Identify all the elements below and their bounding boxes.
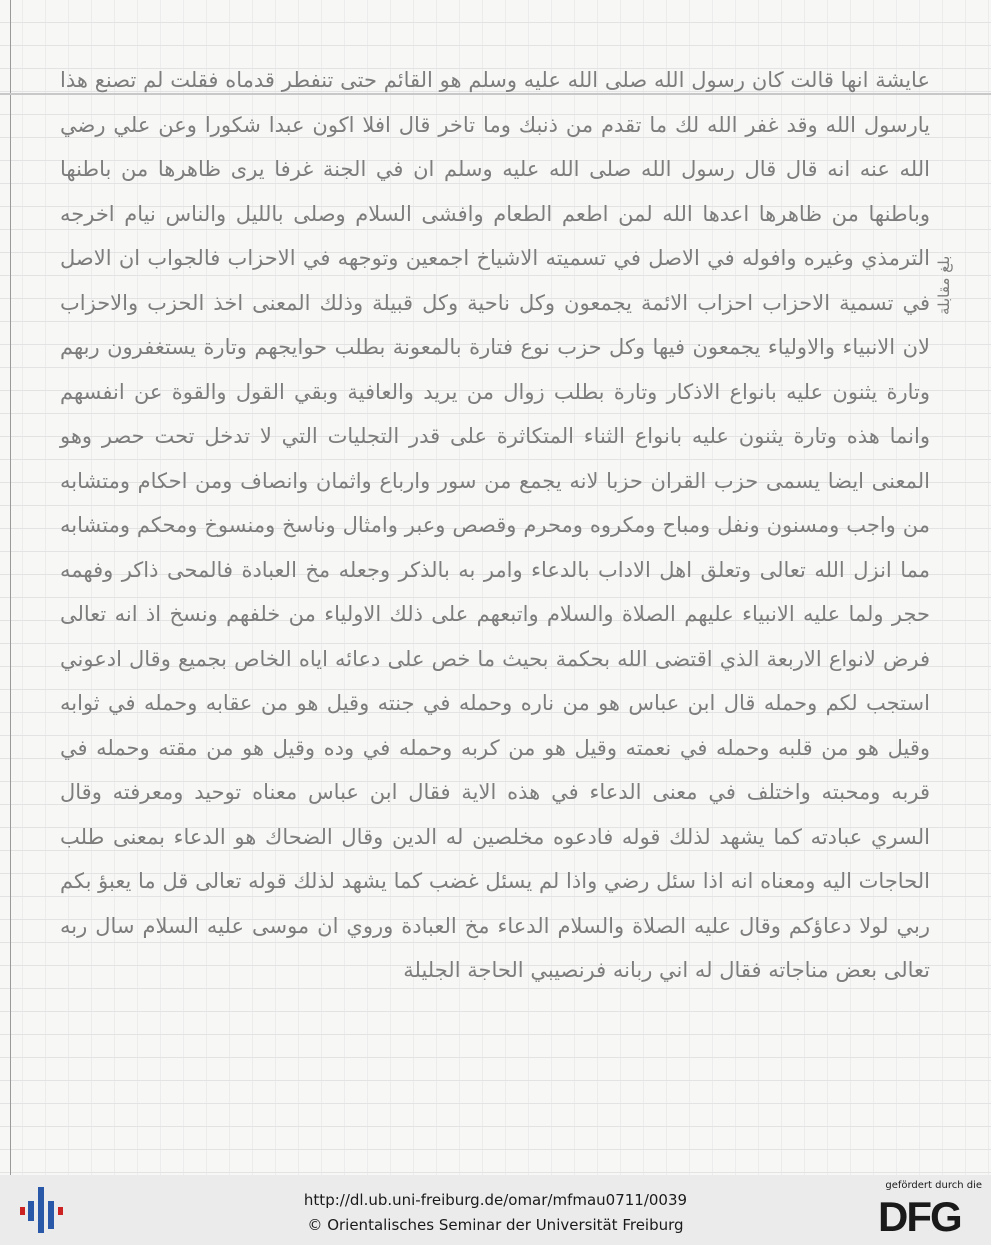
margin-note: بلغ مقابلة bbox=[935, 255, 953, 315]
footer-bar bbox=[0, 1175, 991, 1245]
dfg-caption: gefördert durch die bbox=[885, 1180, 982, 1191]
dfg-logo-text: DFG bbox=[878, 1193, 961, 1237]
copyright-text: © Orientalisches Seminar der Universität Freiburg bbox=[307, 1216, 684, 1234]
manuscript-text: عايشة انها قالت كان رسول الله صلى الله عليه وسلم هو القائم حتى تنفطر قدماه فقلت لم تصنع هذا يارسول الله وقد غفر الله لك ما تقدم من ذنبك وما تاخر قال افلا اكون عبدا شكورا وعن علي رضي الله عنه انه قال قال رسول الله صلى الله عليه وسلم ان في الجنة غرفا يرى ظاهرها من باطنها وباطنها من ظاهرها اعدها الله لمن اطعم الطعام وافشى السلام وصلى بالليل والناس نيام اخرجه الترمذي وغيره وافوله في الاصل في تسميته الاشياخ اجمعين وتوجهه في الاحزاب فالجواب ان الاصل في تسمية الاحزاب احزاب الائمة يجمعون وكل ناحية وكل قبيلة وذلك المعنى اخذ الحزب والاحزاب لان الانبياء والاولياء يجمعون فيها وكل حزب نوع فتارة بالمعونة بطلب حوايجهم وتارة يستغفرون ربهم وتارة يثنون عليه بانواع الاذكار وتارة بطلب زوال من يريد والعافية وبقي القول والقوة عن انفسهم وانما هذه وتارة يثنون عليه بانواع الثناء المتكاثرة على قدر التجليات التي لا تدخل تحت حصر وهو المعنى ايضا يسمى حزب القران حزبا لانه يجمع من سور وارباع واثمان وانصاف ومن احكام ومتشابه من واجب ومسنون ونفل ومباح ومكروه ومحرم وقصص وعبر وامثال وناسخ ومنسوخ ومحكم ومتشابه مما انزل الله تعالى وتعلق اهل الاداب بالدعاء وامر به بالذكر وجعله مخ العبادة فالمحى ذاكر وفهمه حجر ولما عليه الانبياء عليهم الصلاة والسلام واتبعهم على ذلك الاولياء من خلفهم ونسخ اذ انه تعالى فرض لانواع الاربعة الذي اقتضى الله بحكمة بحيث ما خص على دعائه اياه الخاص بجميع وقال ادعوني استجب لكم وحمله قال ابن عباس هو من ناره وحمله في جنته وقيل هو من عقابه وحمله في ثوابه وقيل هو من قلبه وحمله في نعمته وقيل هو من كربه وحمله في وده وقيل هو من مقته وحمله في قربه ومحبته واختلف في معنى الدعاء في هذه الاية فقال ابن عباس معناه توحيد ومعرفته وقال السري عبادته كما يشهد لذلك قوله فادعوه مخلصين له الدين وقال الضحاك هو الدعاء بمعنى طلب الحاجات اليه ومعناه انه اذا سئل رضي واذا لم يسئل غضب كما يشهد لذلك قوله تعالى قل ما يعبؤ بكم ربي لولا دعاؤكم وقال عليه الصلاة والسلام الدعاء مخ العبادة وروي ان موسى عليه السلام سال ربه تعالى بعض مناجاته فقال له اني ربانه فرنصيبي الحاجة الجليلة bbox=[53, 68, 930, 982]
source-url-link[interactable]: http://dl.ub.uni-freiburg.de/omar/mfmau0711/0039 bbox=[303, 1191, 688, 1209]
page-edge-line bbox=[10, 0, 11, 1175]
dfg-logo bbox=[872, 1193, 982, 1237]
